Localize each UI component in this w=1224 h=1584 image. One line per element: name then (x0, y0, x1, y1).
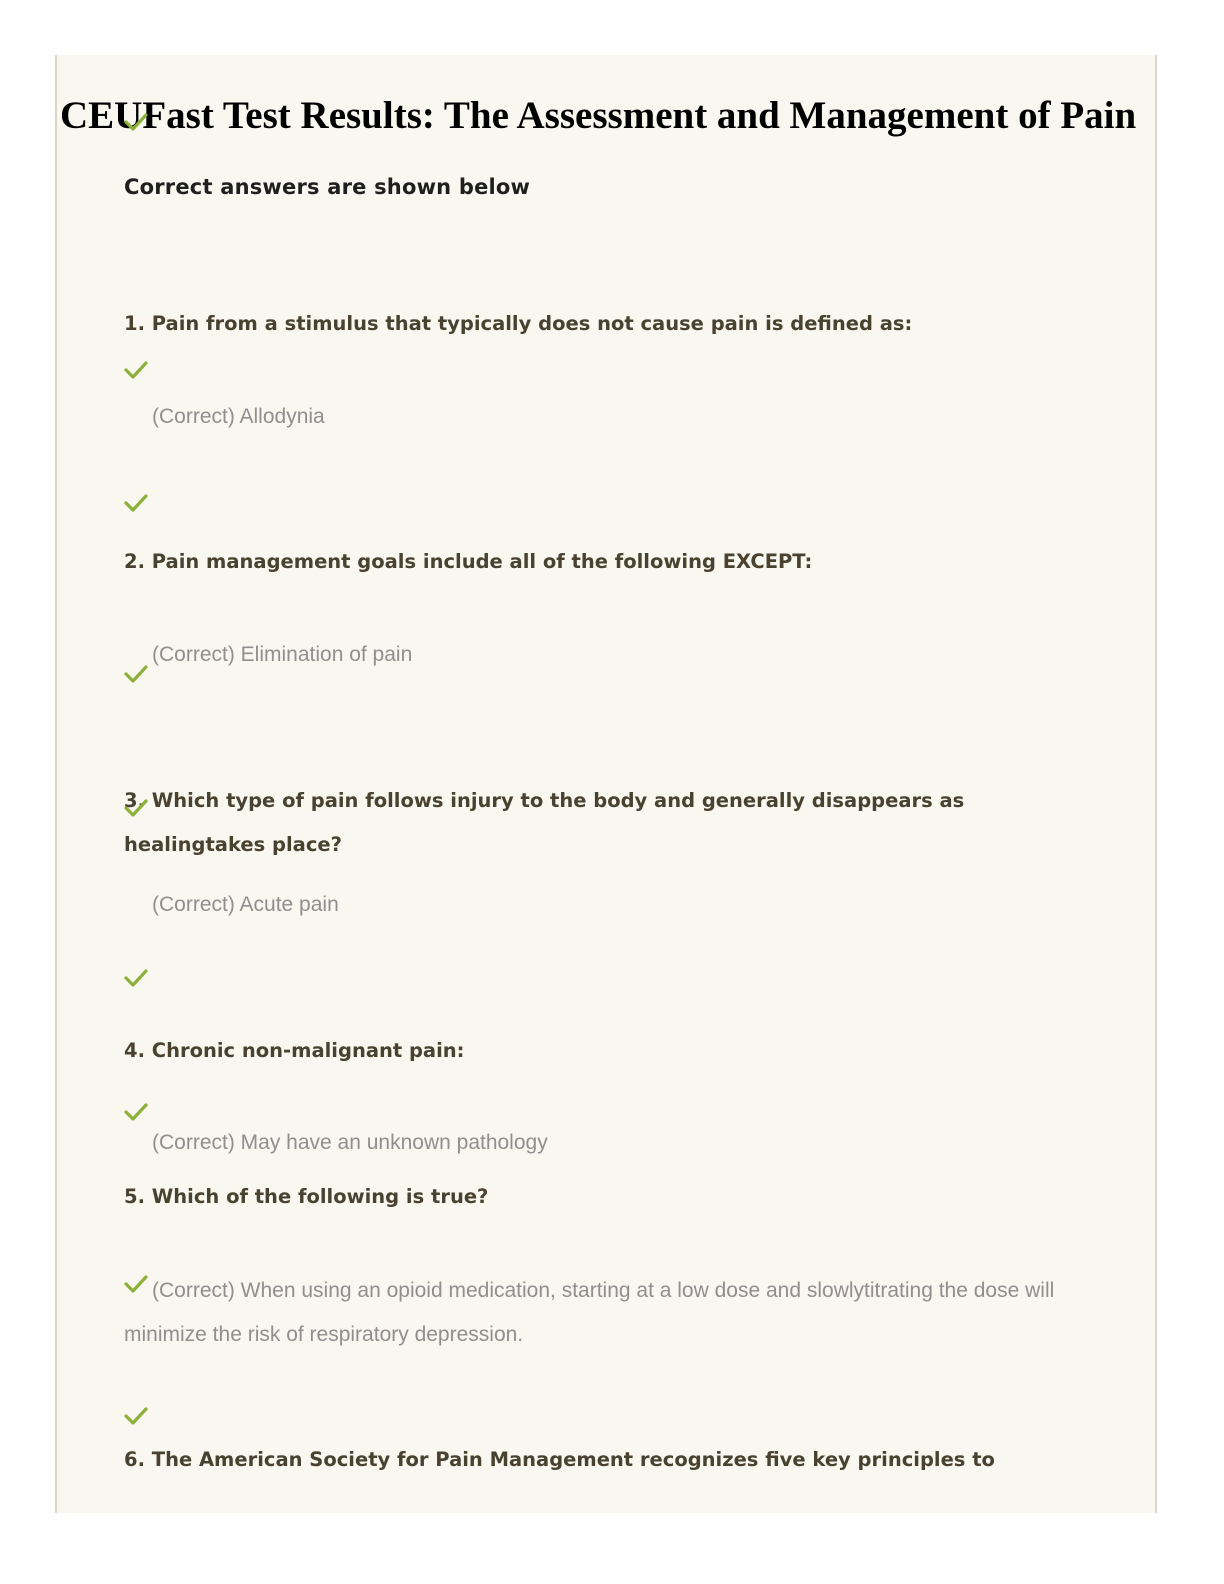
page-title: CEUFast Test Results: The Assessment and Management of Pain (60, 94, 1137, 137)
question-2: 2. Pain management goals include all of the following EXCEPT: (124, 550, 813, 573)
checkmark-icon (124, 798, 148, 818)
checkmark-icon (124, 493, 148, 513)
answer-5: (Correct) When using an opioid medication, starting at a low dose and slowlytitrating the dose will minimize the risk of respiratory depression. (124, 1279, 1055, 1346)
answer-2: (Correct) Elimination of pain (152, 643, 413, 666)
checkmark-icon (124, 968, 148, 988)
checkmark-icon (124, 664, 148, 684)
question-6: 6. The American Society for Pain Management recognizes five key principles to (124, 1448, 995, 1471)
question-3: 3. Which type of pain follows injury to the body and generally disappears as healingtakes place? (124, 789, 965, 856)
checkmark-icon (124, 1406, 148, 1426)
answer-4: (Correct) May have an unknown pathology (152, 1131, 548, 1154)
subtitle: Correct answers are shown below (124, 175, 531, 199)
checkmark-icon (124, 360, 148, 380)
answer-1: (Correct) Allodynia (152, 405, 325, 428)
checkmark-icon (124, 112, 148, 132)
question-4: 4. Chronic non-malignant pain: (124, 1039, 465, 1062)
checkmark-icon (124, 1102, 148, 1122)
question-5: 5. Which of the following is true? (124, 1185, 489, 1208)
answer-3: (Correct) Acute pain (152, 893, 339, 916)
question-1: 1. Pain from a stimulus that typically does not cause pain is defined as: (124, 312, 913, 335)
